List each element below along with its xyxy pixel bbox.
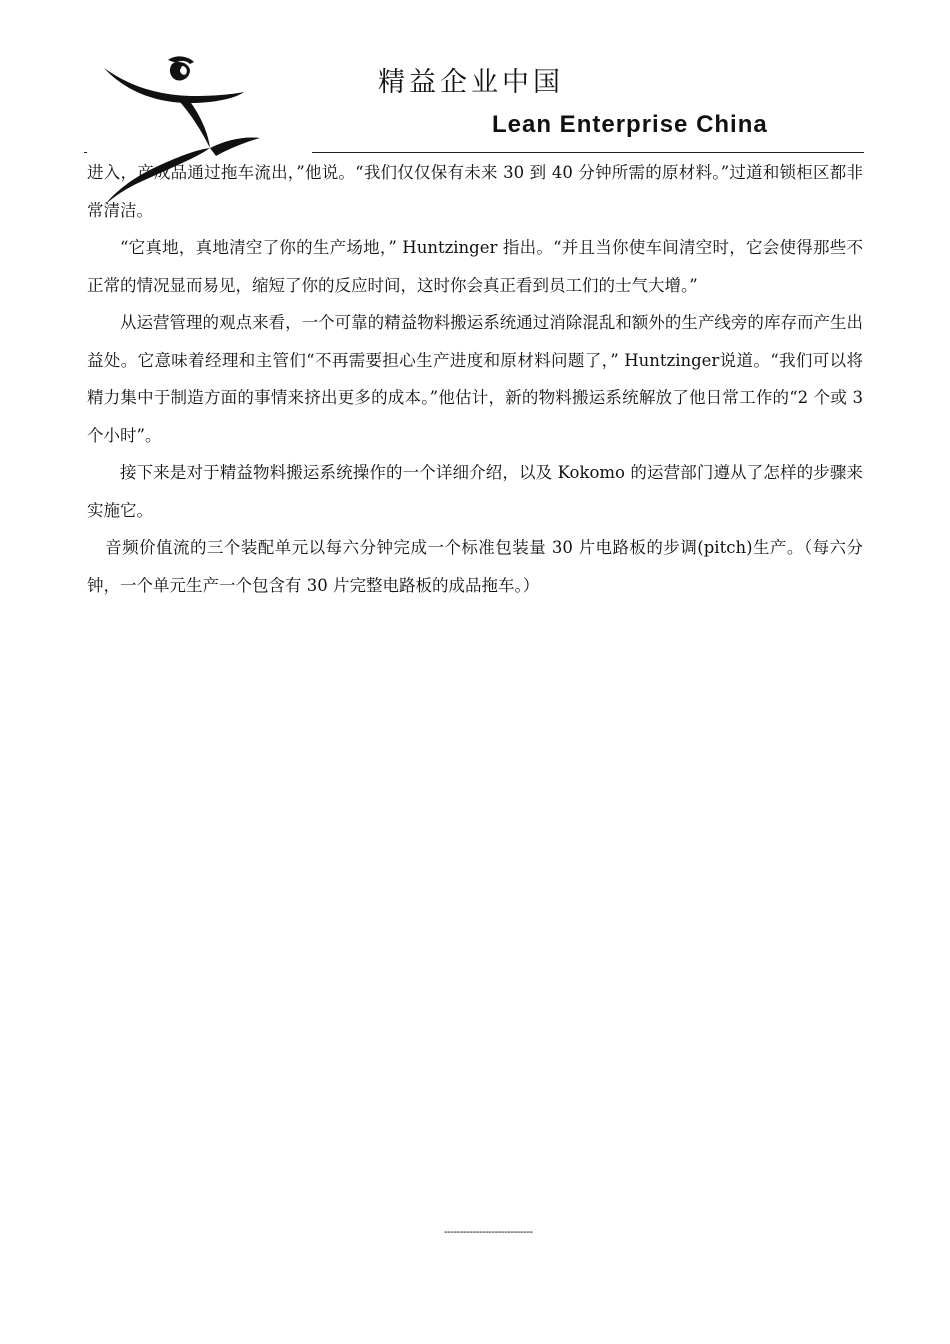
header-divider-tick <box>84 152 87 153</box>
paragraph-pitch: 音频价值流的三个装配单元以每六分钟完成一个标准包装量 30 片电路板的步调(pitch)生产。（每六分钟，一个单元生产一个包含有 30 片完整电路板的成品拖车。） <box>87 538 863 595</box>
paragraph-introduction: 接下来是对于精益物料搬运系统操作的一个详细介绍，以及 Kokomo 的运营部门遵从了怎样的步骤来实施它。 <box>87 463 863 520</box>
document-body <box>87 154 863 604</box>
paragraph-quote: “它真地，真地清空了你的生产场地，” Huntzinger 指出。“并且当你使车间清空时，它会使得那些不正常的情况显而易见，缩短了你的反应时间，这时你会真正看到员工们的士气大增。” <box>87 238 863 295</box>
header-title-chinese: 精益企业中国 <box>378 67 564 98</box>
footer-separator: ---------------------------- <box>444 1226 533 1238</box>
paragraph-continuation: 进入，产成品通过拖车流出，”他说。“我们仅仅保有未来 30 到 40 分钟所需的原材料。”过道和锁柜区都非常清洁。 <box>87 163 863 220</box>
header-divider <box>312 152 864 153</box>
header-title-english: Lean Enterprise China <box>492 111 768 138</box>
paragraph-operations: 从运营管理的观点来看，一个可靠的精益物料搬运系统通过消除混乱和额外的生产线旁的库存而产生出益处。它意味着经理和主管们“不再需要担心生产进度和原材料问题了，” Huntzinger说道。“我们可以将精力集中于制造方面的事情来挤出更多的成本。”他估计，新的物料搬运系统解放了他日常工作的“2 个或 3 个小时”。 <box>87 313 863 445</box>
